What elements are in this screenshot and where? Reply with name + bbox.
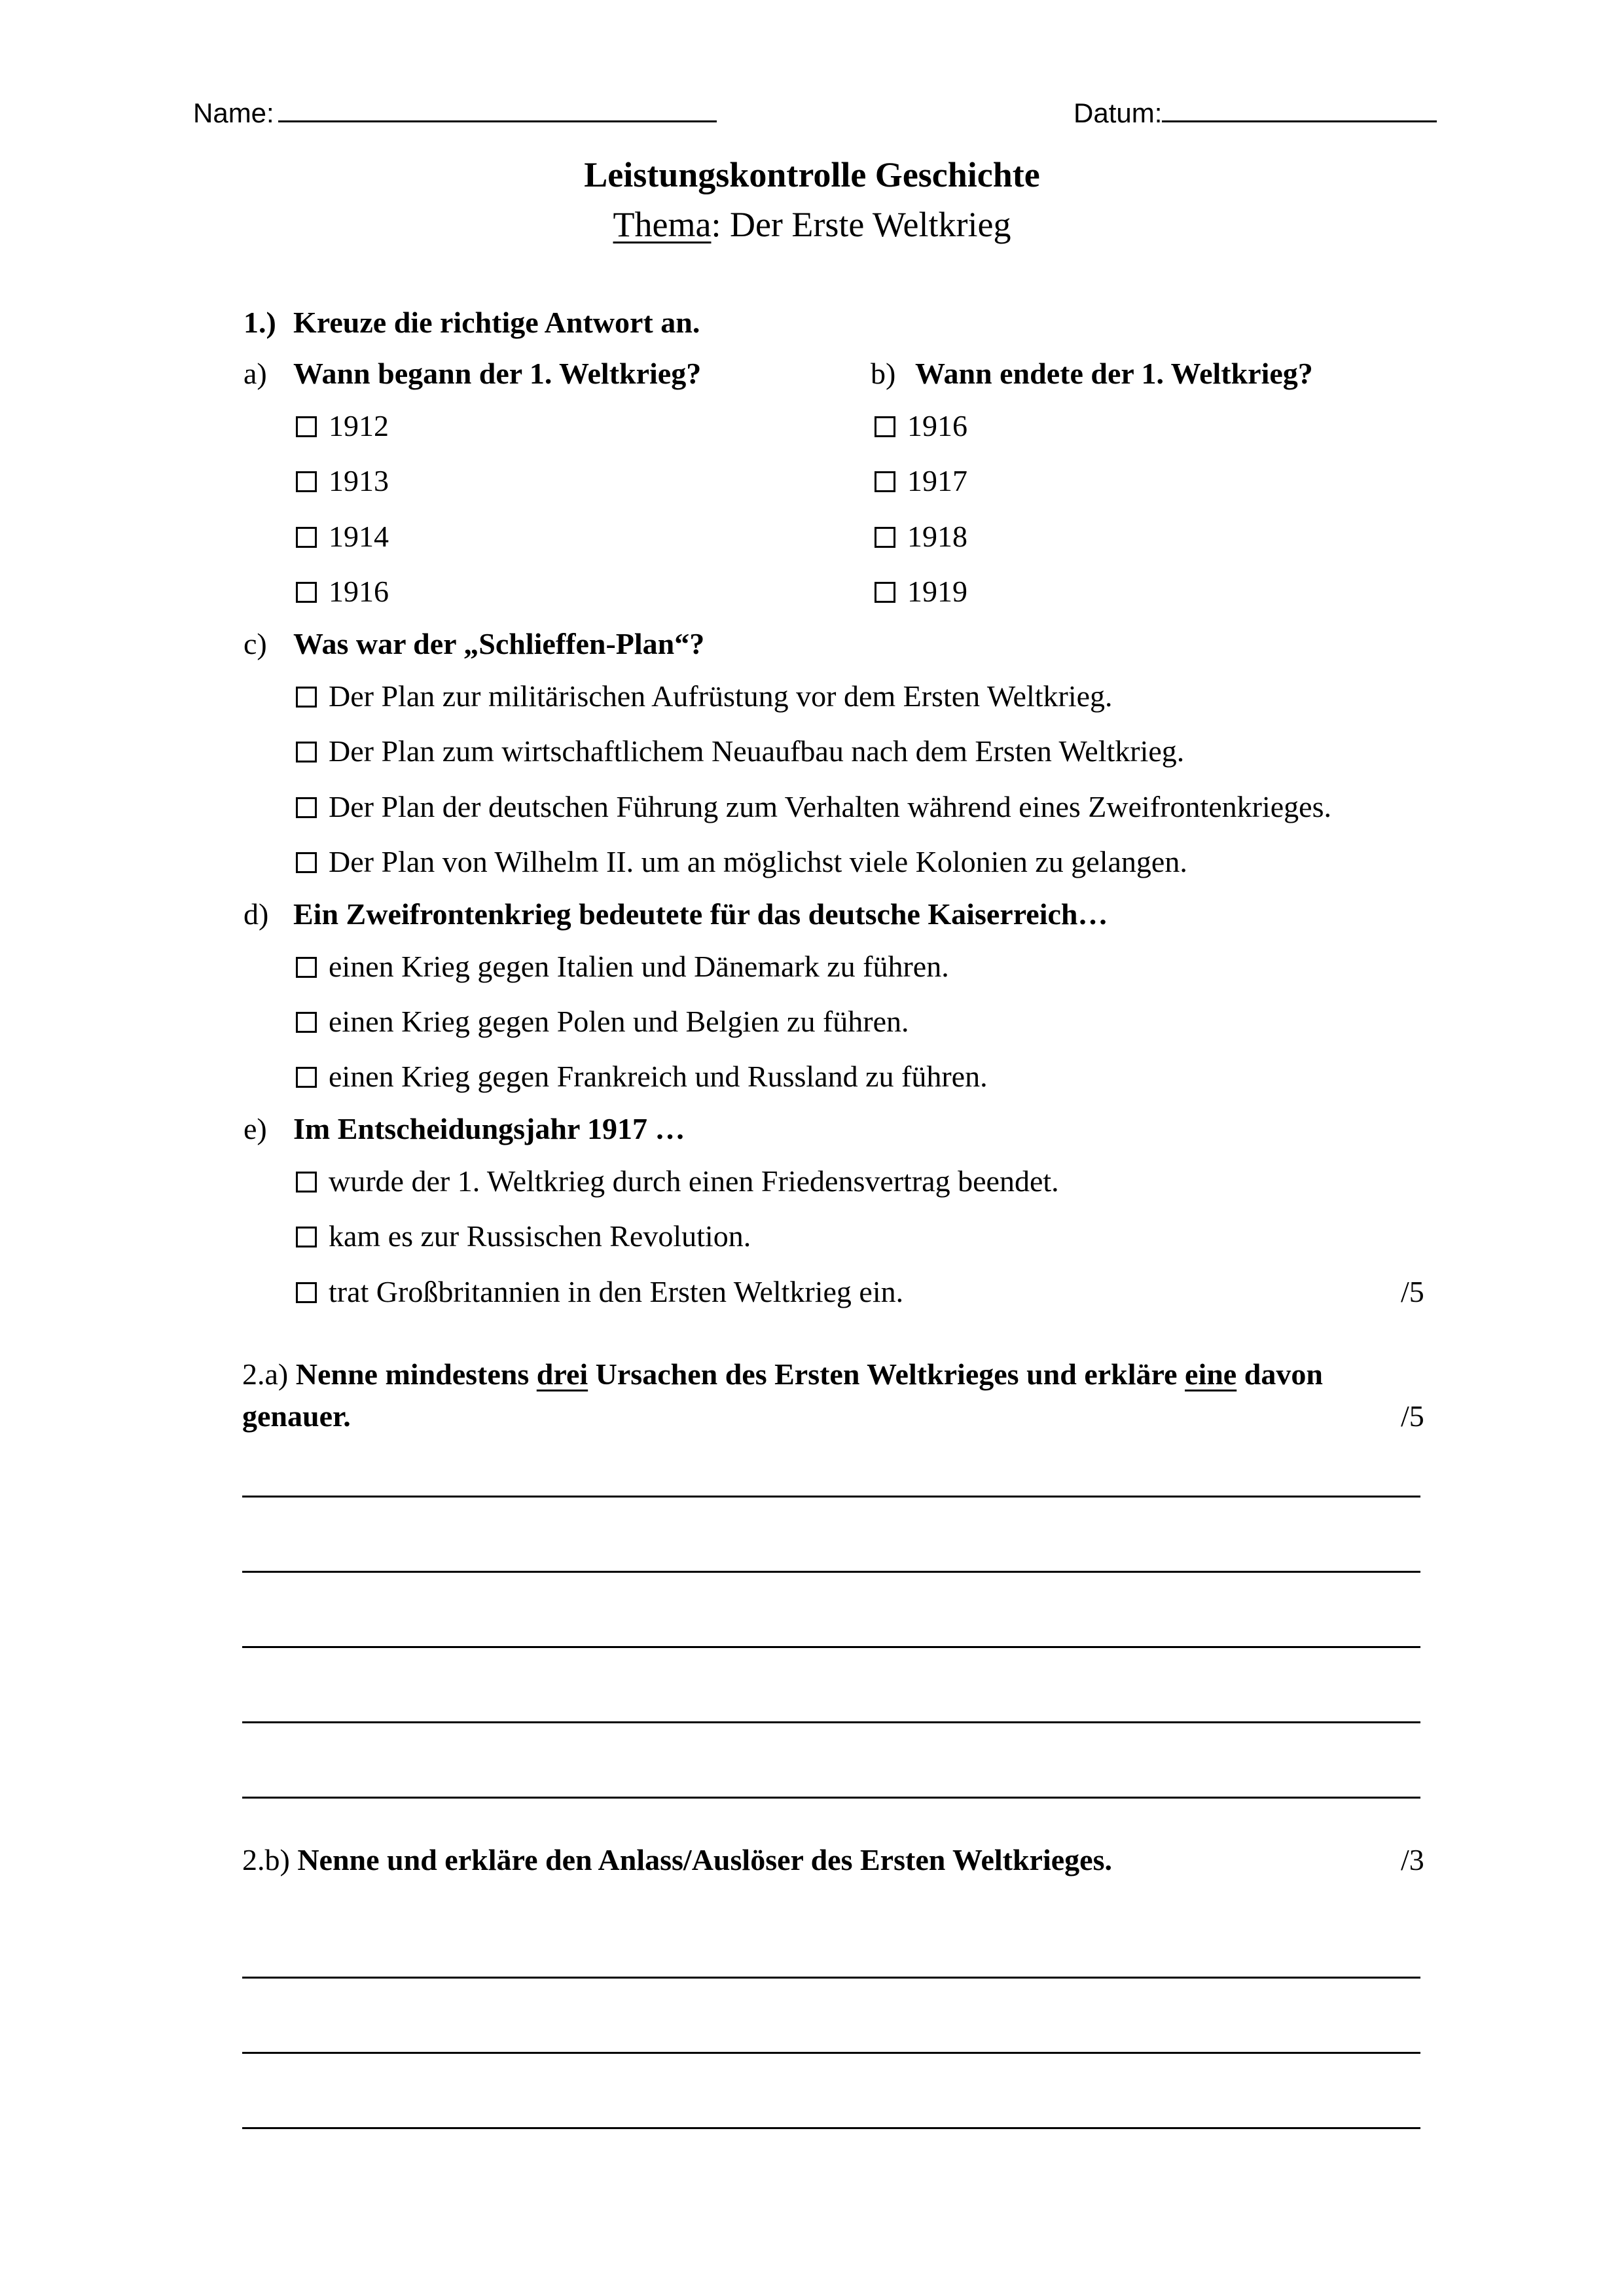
q1d-question: Ein Zweifrontenkrieg bedeutete für das deutsche Kaiserreich… — [293, 897, 1108, 931]
checkbox[interactable] — [296, 1012, 317, 1033]
answer-line[interactable] — [242, 2052, 1420, 2054]
q1b-question: Wann endete der 1. Weltkrieg? — [915, 357, 1313, 390]
q1-points: /5 — [1401, 1275, 1424, 1308]
answer-line[interactable] — [242, 1977, 1420, 1979]
q2b-prompt: 2.b) Nenne und erkläre den Anlass/Auslöser des Ersten Weltkrieges. — [242, 1843, 1112, 1876]
checkbox[interactable] — [875, 582, 895, 603]
checkbox[interactable] — [875, 416, 895, 437]
answer-line[interactable] — [242, 1571, 1420, 1573]
checkbox[interactable] — [296, 1282, 317, 1303]
subtitle-topic-label: Thema — [613, 205, 712, 244]
name-field[interactable] — [193, 97, 717, 129]
answer-line[interactable] — [242, 1496, 1420, 1498]
q1c-option[interactable]: Der Plan von Wilhelm II. um an möglichst viele Kolonien zu gelangen. — [296, 844, 1187, 879]
q2a-prompt-continued: genauer. — [242, 1399, 351, 1433]
q1d-option[interactable]: einen Krieg gegen Frankreich und Russland zu führen. — [296, 1059, 988, 1094]
q1-number: 1.) — [244, 306, 276, 339]
q1e-letter: e) — [244, 1112, 267, 1145]
date-field[interactable] — [1074, 97, 1437, 129]
checkbox[interactable] — [296, 797, 317, 818]
page-subtitle — [0, 204, 1624, 245]
q1a-option[interactable]: 1912 — [296, 408, 389, 443]
checkbox[interactable] — [875, 471, 895, 492]
date-blank-line[interactable] — [1162, 97, 1437, 122]
q1d-letter: d) — [244, 897, 269, 931]
q1e-question: Im Entscheidungsjahr 1917 … — [293, 1112, 685, 1145]
q1c-option[interactable]: Der Plan der deutschen Führung zum Verhalten während eines Zweifrontenkrieges. — [296, 789, 1331, 824]
answer-line[interactable] — [242, 1646, 1420, 1648]
answer-line[interactable] — [242, 1721, 1420, 1723]
q1-instruction: Kreuze die richtige Antwort an. — [293, 306, 700, 339]
q1d-option[interactable]: einen Krieg gegen Polen und Belgien zu führen. — [296, 1004, 909, 1039]
q1b-option[interactable]: 1916 — [875, 408, 967, 443]
checkbox[interactable] — [296, 742, 317, 762]
name-label: Name: — [193, 98, 274, 128]
q2a-number: 2.a) — [242, 1357, 289, 1391]
checkbox[interactable] — [296, 957, 317, 978]
q1b-option[interactable]: 1919 — [875, 574, 967, 609]
checkbox[interactable] — [296, 852, 317, 873]
q1a-option[interactable]: 1916 — [296, 574, 389, 609]
q1b-option[interactable]: 1917 — [875, 463, 967, 498]
q1c-question: Was war der „Schlieffen-Plan“? — [293, 627, 705, 660]
q1e-option[interactable]: wurde der 1. Weltkrieg durch einen Friedensvertrag beendet. — [296, 1164, 1059, 1198]
checkbox[interactable] — [296, 687, 317, 708]
subtitle-topic: : Der Erste Weltkrieg — [711, 205, 1011, 244]
q2a-emphasis-one: eine — [1185, 1357, 1237, 1391]
q1a-letter: a) — [244, 357, 267, 390]
q1b-letter: b) — [871, 357, 896, 390]
page-title: Leistungskontrolle Geschichte — [584, 155, 1040, 194]
q2a-points: /5 — [1401, 1399, 1424, 1433]
checkbox[interactable] — [296, 1067, 317, 1088]
q2b-number: 2.b) — [242, 1843, 290, 1876]
checkbox[interactable] — [296, 416, 317, 437]
answer-line[interactable] — [242, 1797, 1420, 1799]
name-blank-line[interactable] — [278, 97, 717, 122]
q2a-emphasis-three: drei — [536, 1357, 588, 1391]
q1e-option[interactable]: kam es zur Russischen Revolution. — [296, 1219, 751, 1253]
q1a-option[interactable]: 1913 — [296, 463, 389, 498]
date-label: Datum: — [1074, 98, 1163, 128]
checkbox[interactable] — [296, 1227, 317, 1247]
q1a-option[interactable]: 1914 — [296, 519, 389, 554]
checkbox[interactable] — [296, 471, 317, 492]
checkbox[interactable] — [875, 527, 895, 548]
q1c-option[interactable]: Der Plan zur militärischen Aufrüstung vor dem Ersten Weltkrieg. — [296, 679, 1113, 713]
q1c-letter: c) — [244, 627, 267, 660]
q1e-option[interactable]: trat Großbritannien in den Ersten Weltkrieg ein. — [296, 1274, 903, 1309]
q1a-question: Wann begann der 1. Weltkrieg? — [293, 357, 702, 390]
q1d-option[interactable]: einen Krieg gegen Italien und Dänemark zu führen. — [296, 949, 949, 984]
q2a-prompt: 2.a) Nenne mindestens drei Ursachen des Ersten Weltkrieges und erkläre eine davon — [242, 1357, 1323, 1391]
checkbox[interactable] — [296, 1172, 317, 1193]
q2b-points: /3 — [1401, 1843, 1424, 1876]
q1c-option[interactable]: Der Plan zum wirtschaftlichem Neuaufbau nach dem Ersten Weltkrieg. — [296, 734, 1184, 768]
q1b-option[interactable]: 1918 — [875, 519, 967, 554]
checkbox[interactable] — [296, 582, 317, 603]
checkbox[interactable] — [296, 527, 317, 548]
answer-line[interactable] — [242, 2127, 1420, 2129]
